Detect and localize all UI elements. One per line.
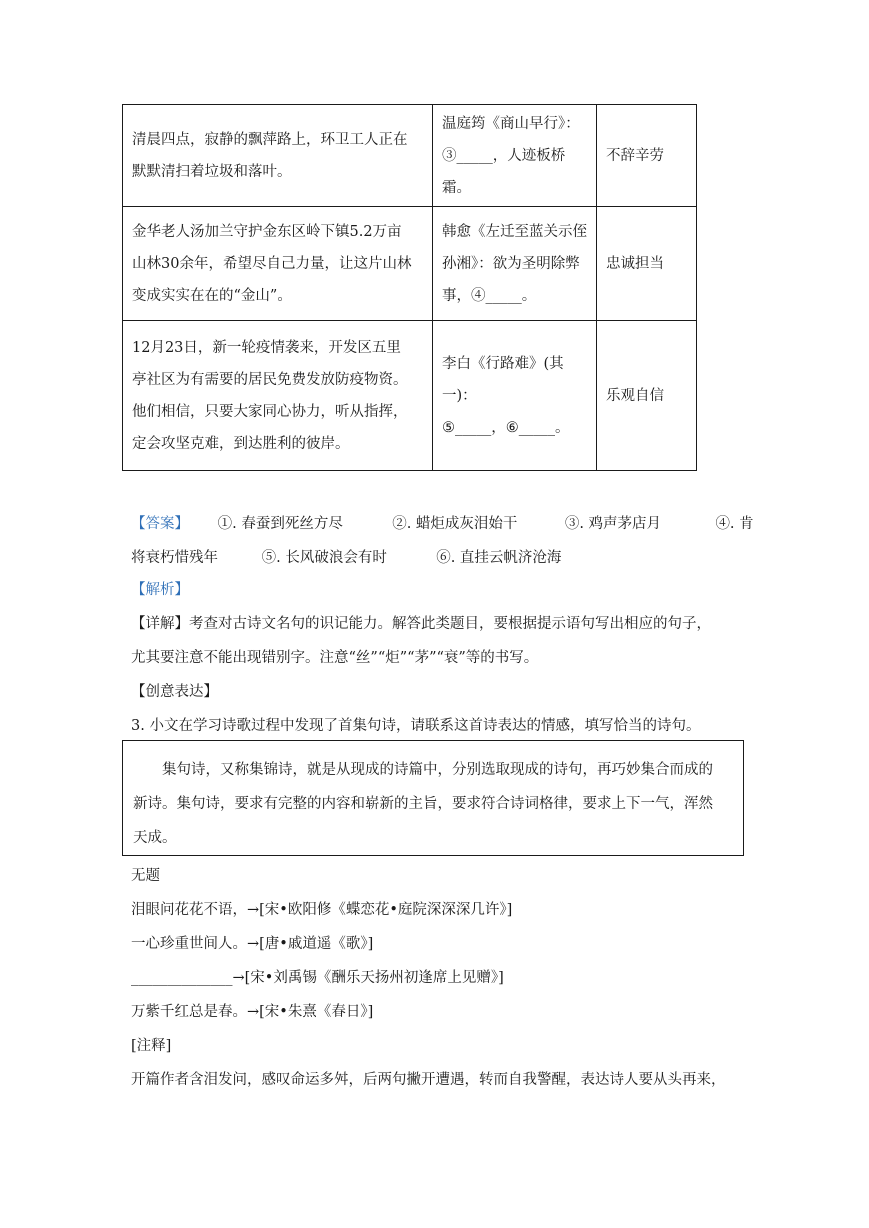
quality-cell: 忠诚担当	[597, 207, 697, 321]
scene-cell	[123, 207, 433, 321]
poem-line: 韩愈《左迁至蓝关示侄	[442, 223, 587, 240]
poem-line: 事，④_____。	[442, 287, 537, 304]
scene-line: 山林30余年，希望尽自己力量，让这片山林	[132, 255, 412, 272]
box-line: 集句诗，又称集锦诗，就是从现成的诗篇中，分别选取现成的诗句，再巧妙集合而成的	[162, 762, 713, 778]
note-text: 开篇作者含泪发问，感叹命运多舛，后两句撇开遭遇，转而自我警醒，表达诗人要从头再来，	[131, 1072, 726, 1088]
poem-line: 泪眼问花花不语，→[宋•欧阳修《蝶恋花•庭院深深深几许》]	[131, 902, 513, 918]
poem-title: 无题	[131, 868, 160, 884]
box-line: 新诗。集句诗，要求有完整的内容和崭新的主旨，要求符合诗词格律，要求上下一气，浑然	[133, 796, 713, 812]
answer-item: ④. 肯	[715, 516, 754, 532]
scene-cell	[123, 105, 433, 207]
detail-line: 尤其要注意不能出现错别字。注意“丝”“炬”“茅”“衰”等的书写。	[131, 650, 539, 666]
poem-cell	[433, 207, 597, 321]
poem-cell	[433, 321, 597, 471]
scene-line: 他们相信，只要大家同心协力，听从指挥，	[132, 403, 408, 420]
table-row	[123, 105, 697, 207]
box-line: 天成。	[133, 830, 177, 846]
poem-fill-table	[122, 104, 697, 471]
poem-line: 一心珍重世间人。→[唐•戚道遥《歌》]	[131, 936, 374, 952]
poem-line: 孙湘》：欲为圣明除弊	[442, 255, 580, 272]
table-row	[123, 207, 697, 321]
detail-line: 【详解】考查对古诗文名句的识记能力。解答此类题目，要根据提示语句写出相应的句子，	[131, 616, 711, 632]
section-title: 【创意表达】	[131, 684, 218, 700]
poem-line: ③_____，人迹板桥霜。	[442, 147, 566, 196]
scene-line: 清晨四点，寂静的飘萍路上，环卫工人正在	[132, 131, 408, 148]
question-text: 3. 小文在学习诗歌过程中发现了首集句诗，请联系这首诗表达的情感，填写恰当的诗句。	[131, 718, 701, 734]
poem-line: 万紫千红总是春。→[宋•朱熹《春日》]	[131, 1004, 374, 1020]
scene-cell	[123, 321, 433, 471]
poem-line: 李白《行路难》(其一)：	[442, 355, 564, 404]
poem-line: 温庭筠《商山早行》：	[442, 115, 580, 132]
scene-line: 亭社区为有需要的居民免费发放防疫物资。	[132, 371, 408, 388]
quality-cell: 不辞辛劳	[597, 105, 697, 207]
scene-line: 定会攻坚克难，到达胜利的彼岸。	[132, 435, 350, 452]
table-row	[123, 321, 697, 471]
scene-line: 变成实实在在的“金山”。	[132, 287, 292, 304]
answer-item: 将衰朽惜残年	[131, 550, 218, 566]
answer-item: ⑤. 长风破浪会有时	[261, 550, 387, 566]
definition-box	[122, 740, 744, 856]
answer-item: ②. 蜡炬成灰泪始干	[392, 516, 518, 532]
poem-cell	[433, 105, 597, 207]
answer-item: ③. 鸡声茅店月	[564, 516, 662, 532]
answer-item: ⑥. 直挂云帆济沧海	[436, 550, 562, 566]
scene-line: 12月23日，新一轮疫情袭来，开发区五里	[132, 339, 401, 356]
poem-line: ⑤_____，⑥_____。	[442, 419, 570, 436]
answer-line-1	[131, 512, 754, 533]
scene-line: 默默清扫着垃圾和落叶。	[132, 163, 292, 180]
poem-blank-line: ______________→[宋•刘禹锡《酬乐天扬州初逢席上见赠》]	[131, 970, 504, 986]
answer-line-2	[131, 546, 561, 567]
note-label: [注释]	[131, 1038, 172, 1054]
answer-item: ①. 春蚕到死丝方尽	[217, 516, 343, 532]
analysis-label: 【解析】	[131, 582, 189, 598]
scene-line: 金华老人汤加兰守护金东区岭下镇5.2万亩	[132, 223, 402, 240]
answer-label: 【答案】	[131, 516, 189, 532]
quality-cell: 乐观自信	[597, 321, 697, 471]
